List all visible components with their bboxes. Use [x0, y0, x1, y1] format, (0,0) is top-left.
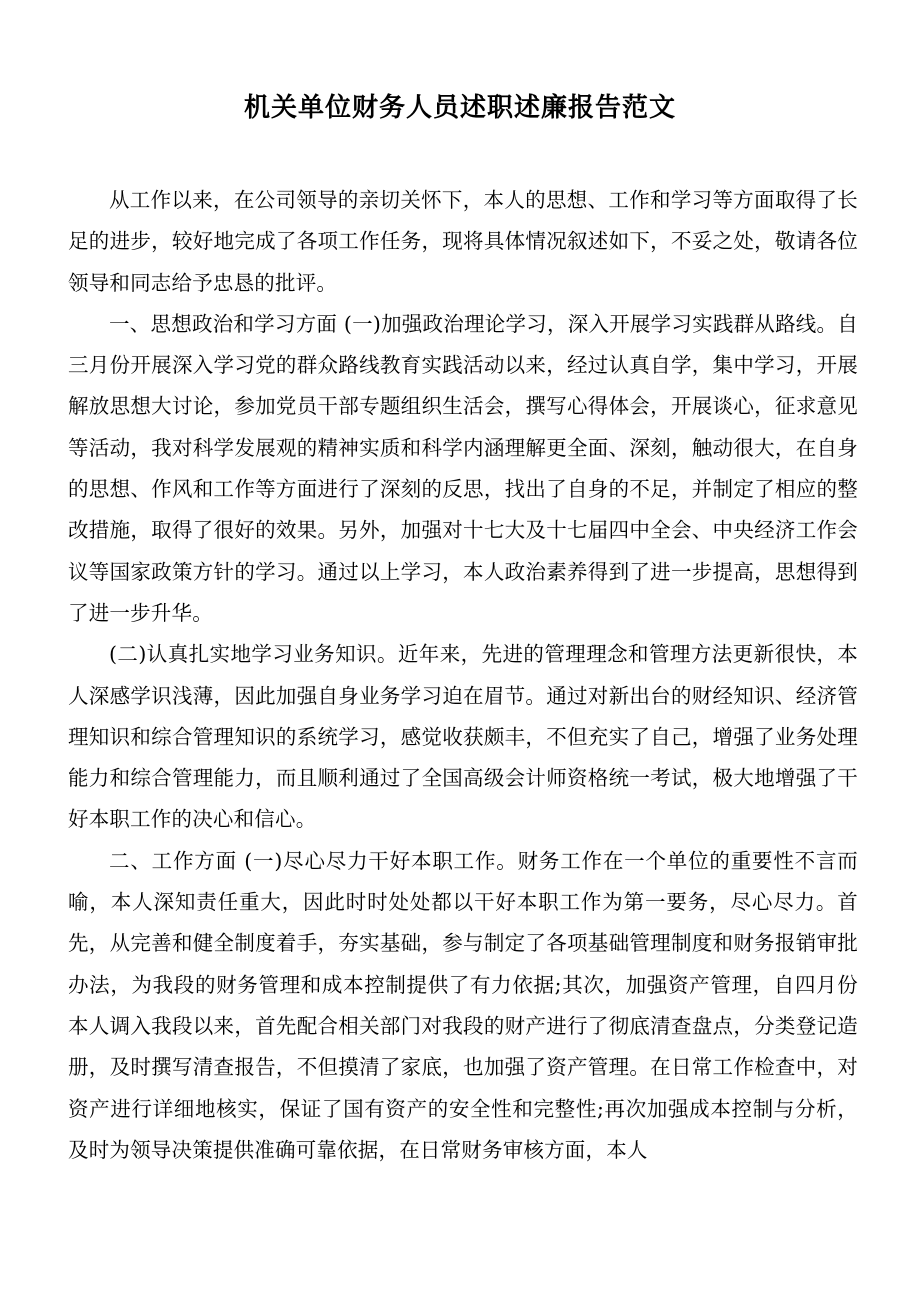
paragraph-work: 二、工作方面 (一)尽心尽力干好本职工作。财务工作在一个单位的重要性不言而喻，本人深知责任重大，因此时时处处都以干好本职工作为第一要务，尽心尽力。首先，从完善和健全制度着手，夯实基础，参与制定了各项基础管理制度和财务报销审批办法，为我段的财务管理和成本控制提供了有力依据;其次，加强资产管理，自四月份本人调入我段以来，首先配合相关部门对我段的财产进行了彻底清查盘点，分类登记造册，及时撰写清查报告，不但摸清了家底，也加强了资产管理。在日常工作检查中，对资产进行详细地核实，保证了国有资产的安全性和完整性;再次加强成本控制与分析，及时为领导决策提供准确可靠依据，在日常财务审核方面，本人: [68, 848, 858, 1162]
paragraph-intro: 从工作以来，在公司领导的亲切关怀下，本人的思想、工作和学习等方面取得了长足的进步，较好地完成了各项工作任务，现将具体情况叙述如下，不妥之处，敬请各位领导和同志给予忠恳的批评。: [68, 188, 858, 295]
paragraph-business-study: (二)认真扎实地学习业务知识。近年来，先进的管理理念和管理方法更新很快，本人深感学识浅薄，因此加强自身业务学习迫在眉节。通过对新出台的财经知识、经济管理知识和综合管理知识的系统学习，感觉收获颇丰，不但充实了自己，增强了业务处理能力和综合管理能力，而且顺利通过了全国高级会计师资格统一考试，极大地增强了干好本职工作的决心和信心。: [68, 642, 858, 832]
paragraph-political-study: 一、思想政治和学习方面 (一)加强政治理论学习，深入开展学习实践群从路线。自三月份开展深入学习党的群众路线教育实践活动以来，经过认真自学，集中学习，开展解放思想大讨论，参加党员干部专题组织生活会，撰写心得体会，开展谈心，征求意见等活动，我对科学发展观的精神实质和科学内涵理解更全面、深刻，触动很大，在自身的思想、作风和工作等方面进行了深刻的反思，找出了自身的不足，并制定了相应的整改措施，取得了很好的效果。另外，加强对十七大及十七届四中全会、中央经济工作会议等国家政策方针的学习。通过以上学习，本人政治素养得到了进一步提高，思想得到了进一步升华。: [68, 311, 858, 625]
document-body: [68, 180, 858, 1171]
document-title: 机关单位财务人员述职述廉报告范文: [243, 93, 676, 123]
